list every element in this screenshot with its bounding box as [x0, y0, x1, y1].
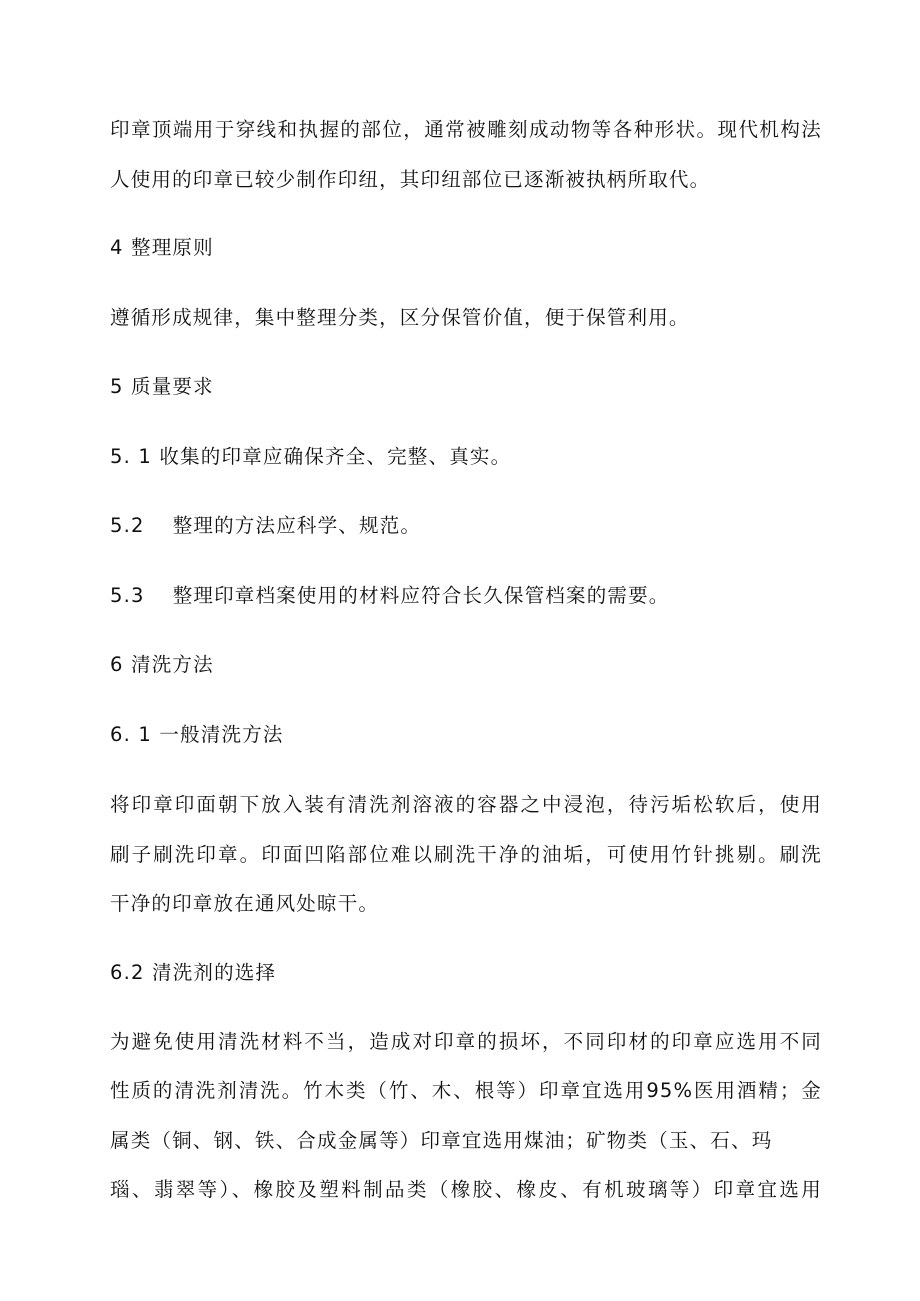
- subsection-item: 5.3 整理印章档案使用的材料应符合长久保管档案的需要。: [110, 584, 670, 607]
- subsection-item: 5. 1 收集的印章应确保齐全、完整、真实。: [110, 445, 512, 468]
- section-heading: 6 清洗方法: [110, 653, 214, 676]
- paragraph-line: 人使用的印章已较少制作印纽，其印纽部位已逐渐被执柄所取代。: [110, 168, 711, 191]
- paragraph-line: 干净的印章放在通风处晾干。: [110, 892, 380, 915]
- subsection-heading: 6.2 清洗剂的选择: [110, 961, 277, 984]
- paragraph-line: 印章顶端用于穿线和执握的部位，通常被雕刻成动物等各种形状。现代机构法: [110, 118, 822, 141]
- paragraph-line: 刷子刷洗印章。印面凹陷部位难以刷洗干净的油垢，可使用竹针挑剔。刷洗: [110, 843, 822, 866]
- paragraph-line: 性质的清洗剂清洗。竹木类（竹、木、根等）印章宜选用95%医用酒精；金: [110, 1079, 822, 1102]
- paragraph-line: 属类（铜、钢、铁、合成金属等）印章宜选用煤油；矿物类（玉、石、玛: [110, 1129, 773, 1152]
- section-heading: 4 整理原则: [110, 236, 214, 259]
- paragraph-line: 为避免使用清洗材料不当，造成对印章的损坏，不同印材的印章应选用不同: [110, 1030, 822, 1053]
- paragraph-line: 遵循形成规律，集中整理分类，区分保管价值，便于保管利用。: [110, 306, 690, 329]
- subsection-heading: 6. 1 一般清洗方法: [110, 723, 284, 746]
- section-heading: 5 质量要求: [110, 375, 214, 398]
- paragraph-line: 将印章印面朝下放入装有清洗剂溶液的容器之中浸泡，待污垢松软后，使用: [110, 793, 822, 816]
- paragraph-line: 瑙、翡翠等）、橡胶及塑料制品类（橡胶、橡皮、有机玻璃等）印章宜选用: [110, 1178, 822, 1201]
- subsection-item: 5.2 整理的方法应科学、规范。: [110, 514, 422, 537]
